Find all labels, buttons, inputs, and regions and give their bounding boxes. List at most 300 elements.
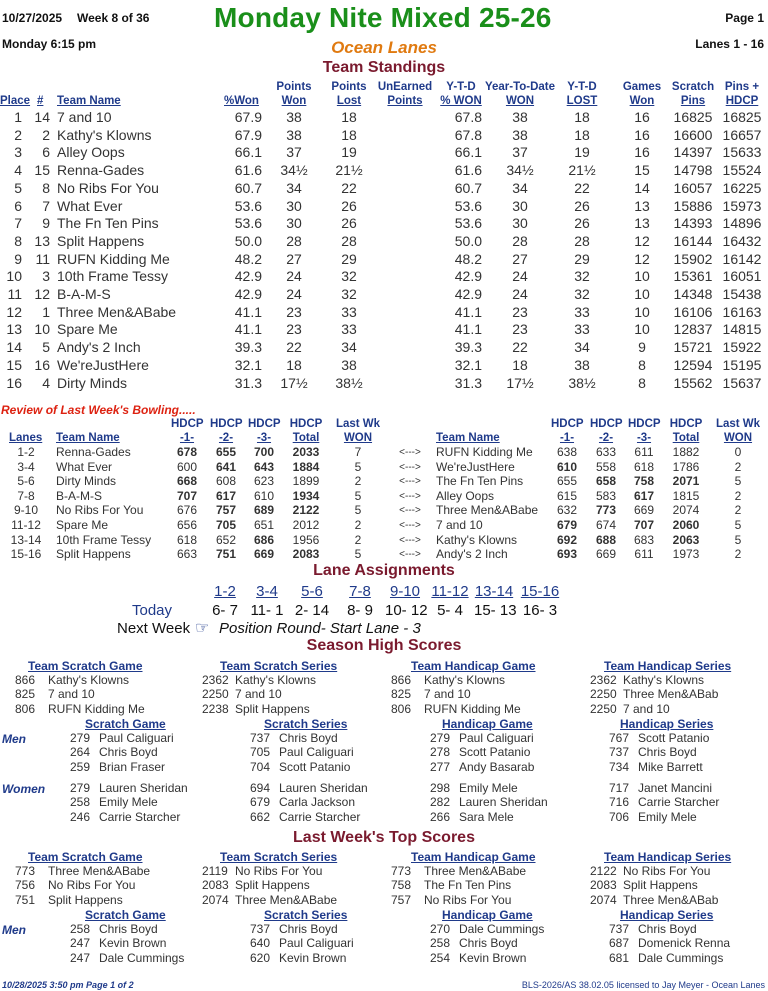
standings-row [0, 357, 768, 375]
team-a-game-3: 610 [253, 488, 275, 503]
vs-arrow: <---> [399, 534, 421, 546]
team-high-heading: Team Scratch Series [220, 850, 338, 864]
scratch-pins: 16144 [673, 232, 713, 249]
team-high-name: 7 and 10 [48, 687, 95, 702]
scratch-pins: 12837 [673, 321, 713, 338]
team-name: No Ribs For You [57, 179, 159, 196]
vs-arrow: <---> [399, 549, 421, 561]
ytd-pct: 50.0 [454, 232, 482, 249]
team-b-game-1: 679 [556, 518, 578, 532]
women-score: 706 [609, 809, 630, 824]
ytd-won: 34 [512, 179, 528, 196]
games-won: 10 [634, 268, 650, 285]
men-name: Domenick Renna [638, 936, 731, 951]
team-high-name: Three Men&ABab [623, 892, 719, 907]
team-b-name: Kathy's Klowns [436, 532, 517, 547]
team-a-won: 5 [354, 459, 362, 474]
team-b-name: RUFN Kidding Me [436, 445, 533, 459]
team-name: Alley Oops [57, 144, 125, 161]
team-number: 11 [35, 250, 50, 267]
scratch-pins: 15721 [673, 339, 713, 356]
rev-col-btotal: Total [672, 432, 700, 444]
lane-today-match: 15- 13 [474, 602, 517, 619]
men-name: Andy Basarab [459, 759, 535, 774]
rev-col-bwon: WON [723, 432, 753, 444]
team-a-game-3: 686 [253, 532, 275, 547]
lane-today-match: 6- 7 [212, 602, 238, 619]
women-score: 679 [250, 795, 271, 810]
women-score: 662 [250, 809, 271, 824]
team-name: 7 and 10 [57, 109, 112, 125]
men-name: Chris Boyd [459, 936, 518, 951]
team-b-name: Alley Oops [436, 488, 495, 503]
points-won: 34 [286, 179, 302, 196]
place: 7 [14, 215, 22, 232]
women-score: 717 [609, 781, 630, 795]
rev-col-h1: HDCP [171, 418, 204, 430]
women-name: Lauren Sheridan [99, 781, 188, 795]
team-name: Renna-Gades [57, 162, 145, 179]
team-name: Andy's 2 Inch [57, 339, 141, 356]
women-name: Janet Mancini [638, 781, 713, 795]
team-high-name: Kathy's Klowns [623, 673, 704, 687]
vs-arrow: <---> [399, 476, 421, 488]
standings-row [0, 180, 768, 198]
men-name: Dale Cummings [459, 922, 545, 936]
lane-pair-header: 5-6 [301, 583, 323, 600]
lane-assign-title: Lane Assignments [313, 562, 455, 579]
team-high-score: 758 [391, 878, 412, 893]
ytd-won: 17½ [506, 374, 534, 391]
scratch-pins: 16600 [673, 126, 713, 143]
col-ytdlost-1: Y-T-D [567, 81, 597, 93]
ytd-pct: 61.6 [454, 162, 482, 179]
ytd-lost: 32 [574, 268, 590, 285]
men-score: 258 [70, 922, 91, 936]
team-b-game-1: 638 [556, 445, 578, 459]
points-won: 18 [286, 356, 302, 373]
team-b-total: 2074 [672, 503, 700, 518]
points-lost: 34 [341, 339, 357, 356]
team-high-score: 756 [15, 878, 36, 893]
col-hdcp-2: HDCP [725, 95, 759, 107]
team-high-score: 825 [15, 687, 36, 702]
pins-hdcp: 16657 [722, 126, 762, 143]
team-high-heading: Team Handicap Series [604, 850, 732, 864]
team-b-won: 2 [734, 547, 742, 562]
team-number: 15 [34, 162, 50, 179]
men-score: 681 [609, 950, 630, 965]
place: 5 [14, 179, 22, 196]
col-ytdpct-2: % WON [440, 95, 482, 107]
ytd-lost: 34 [574, 339, 590, 356]
lane-pair-header: 3-4 [256, 583, 278, 600]
place: 10 [6, 268, 22, 285]
col-place: Place [0, 95, 31, 107]
team-a-game-3: 669 [253, 547, 275, 562]
team-a-game-3: 643 [253, 459, 275, 474]
team-b-game-1: 655 [556, 474, 578, 489]
games-won: 8 [638, 356, 646, 373]
team-high-name: Kathy's Klowns [48, 673, 129, 687]
games-won: 9 [638, 339, 646, 356]
team-high-score: 825 [391, 687, 412, 702]
pct-won: 39.3 [234, 339, 262, 356]
points-won: 30 [286, 215, 302, 232]
ytd-pct: 48.2 [454, 250, 482, 267]
scratch-pins: 14393 [673, 215, 713, 232]
points-won: 17½ [280, 374, 308, 391]
team-b-name: The Fn Ten Pins [436, 474, 524, 489]
points-lost: 29 [341, 250, 357, 267]
vs-arrow: <---> [399, 447, 421, 458]
rev-col-total: Total [292, 432, 320, 444]
lanes: 15-16 [10, 547, 42, 562]
men-name: Chris Boyd [279, 731, 338, 745]
team-high-name: Three Men&ABabe [235, 892, 338, 907]
ytd-won: 37 [512, 144, 528, 161]
points-won: 24 [286, 268, 302, 285]
team-high-score: 806 [391, 701, 412, 716]
points-won: 38 [286, 126, 302, 143]
pins-hdcp: 16825 [722, 109, 762, 125]
pins-hdcp: 16225 [722, 179, 762, 196]
team-high-name: Split Happens [235, 878, 310, 893]
pct-won: 61.6 [234, 162, 262, 179]
team-b-game-2: 583 [595, 488, 617, 503]
rev-col-team-a: Team Name [56, 432, 120, 444]
points-won: 38 [286, 109, 302, 125]
rev-col-h4: HDCP [289, 418, 323, 430]
team-a-won: 2 [354, 518, 362, 532]
ytd-pct: 31.3 [454, 374, 482, 391]
place: 13 [6, 321, 22, 338]
team-number: 9 [42, 215, 50, 232]
team-b-game-3: 758 [633, 474, 655, 489]
scratch-pins: 15886 [673, 197, 713, 214]
team-number: 2 [42, 126, 50, 143]
women-name: Emily Mele [459, 781, 518, 795]
team-a-game-1: 618 [176, 532, 198, 547]
team-a-name: Split Happens [56, 547, 131, 562]
scratch-pins: 15562 [673, 374, 713, 391]
review-row [0, 533, 768, 548]
team-b-won: 5 [734, 532, 742, 547]
ytd-won: 18 [512, 356, 528, 373]
pct-won: 41.1 [234, 303, 262, 320]
team-b-total: 2071 [672, 474, 700, 489]
standings-row [0, 233, 768, 251]
team-number: 3 [42, 268, 50, 285]
scratch-pins: 15361 [673, 268, 713, 285]
team-high-score: 773 [15, 864, 36, 878]
team-a-name: No Ribs For You [56, 503, 144, 518]
scratch-pins: 14798 [673, 162, 713, 179]
pct-won: 53.6 [234, 215, 262, 232]
pins-hdcp: 15922 [722, 339, 762, 356]
ytd-lost: 38½ [568, 374, 596, 391]
place: 3 [14, 144, 22, 161]
ytd-pct: 53.6 [454, 197, 482, 214]
pct-won: 60.7 [234, 179, 262, 196]
vs-arrow: <---> [399, 461, 421, 473]
team-number: 16 [34, 356, 50, 373]
col-games-2: Won [629, 95, 655, 107]
individual-heading: Handicap Series [620, 908, 714, 922]
team-number: 13 [34, 232, 50, 249]
team-b-game-3: 611 [634, 445, 654, 459]
men-name: Paul Caliguari [279, 745, 354, 760]
place: 11 [7, 286, 22, 302]
pct-won: 50.0 [234, 232, 262, 249]
pct-won: 67.9 [234, 109, 262, 125]
rev-col-h2: HDCP [210, 418, 243, 430]
ytd-lost: 21½ [568, 162, 596, 179]
team-high-name: Three Men&ABabe [424, 864, 527, 878]
men-label: Men [2, 923, 26, 937]
col-pct: %Won [224, 95, 259, 107]
rev-col-lanes: Lanes [9, 432, 43, 444]
rev-col-g1: -1- [179, 432, 195, 444]
points-won: 30 [286, 197, 302, 214]
team-high-score: 2083 [202, 878, 229, 893]
ytd-pct: 42.9 [454, 268, 482, 285]
season-high-title: Season High Scores [306, 637, 462, 654]
points-lost: 33 [341, 303, 357, 320]
team-high-heading: Team Handicap Series [604, 659, 732, 673]
team-high-score: 757 [391, 892, 412, 907]
women-score: 716 [609, 795, 630, 810]
men-score: 254 [430, 950, 451, 965]
team-a-game-3: 689 [253, 503, 275, 518]
pct-won: 32.1 [234, 356, 262, 373]
men-name: Chris Boyd [638, 745, 697, 760]
team-number: 10 [34, 321, 50, 338]
team-a-total: 1884 [292, 459, 320, 474]
men-score: 640 [250, 936, 271, 951]
team-high-score: 2238 [202, 701, 229, 716]
lane-pair-header: 15-16 [520, 583, 560, 600]
standings-row [0, 286, 768, 304]
team-b-won: 0 [734, 445, 742, 459]
pct-won: 42.9 [234, 268, 262, 285]
scratch-pins: 14397 [673, 144, 713, 161]
team-a-game-1: 656 [176, 518, 198, 532]
team-name: What Ever [57, 197, 123, 214]
team-high-name: RUFN Kidding Me [48, 701, 145, 716]
rev-col-g3: -3- [256, 432, 272, 444]
ytd-lost: 18 [574, 126, 590, 143]
women-name: Emily Mele [99, 795, 158, 810]
ytd-pct: 67.8 [454, 126, 482, 143]
men-name: Scott Patanio [459, 745, 531, 760]
points-won: 23 [286, 303, 302, 320]
page-label: Page 1 [725, 11, 764, 25]
team-b-game-3: 618 [633, 459, 655, 474]
rev-col-bh2: HDCP [590, 418, 623, 430]
team-high-heading: Team Handicap Game [411, 659, 536, 673]
ytd-lost: 32 [574, 286, 590, 302]
women-score: 258 [70, 795, 91, 810]
team-b-game-3: 611 [634, 547, 654, 562]
pct-won: 42.9 [234, 286, 262, 302]
team-b-won: 2 [734, 459, 742, 474]
team-b-won: 2 [734, 488, 742, 503]
men-name: Kevin Brown [99, 936, 167, 951]
ytd-lost: 26 [574, 215, 590, 232]
lane-pair-header: 9-10 [389, 583, 421, 600]
ytd-pct: 32.1 [454, 356, 482, 373]
next-week-text: Position Round- Start Lane - 3 [219, 620, 421, 637]
men-score: 737 [250, 731, 271, 745]
team-b-total: 1815 [672, 488, 700, 503]
team-b-game-1: 693 [556, 547, 578, 562]
place: 6 [14, 197, 22, 214]
team-high-score: 2083 [590, 878, 617, 893]
individual-heading: Scratch Series [264, 908, 348, 922]
place: 2 [14, 126, 22, 143]
ytd-won: 38 [512, 109, 528, 125]
standings-title: Team Standings [322, 59, 446, 76]
points-won: 23 [286, 321, 302, 338]
pins-hdcp: 14815 [722, 321, 762, 338]
women-score: 279 [70, 781, 91, 795]
lanes: 13-14 [10, 532, 42, 547]
place: 8 [14, 232, 22, 249]
team-high-score: 773 [391, 864, 412, 878]
games-won: 10 [634, 321, 650, 338]
team-high-name: Kathy's Klowns [235, 673, 316, 687]
team-a-total: 1899 [292, 474, 320, 489]
ytd-lost: 29 [574, 250, 590, 267]
team-a-game-3: 623 [253, 474, 275, 489]
scratch-pins: 15902 [673, 250, 713, 267]
team-high-heading: Team Scratch Game [28, 850, 143, 864]
women-name: Emily Mele [638, 809, 697, 824]
ytd-lost: 18 [574, 109, 590, 125]
vs-arrow: <---> [399, 505, 421, 517]
team-a-game-1: 668 [176, 474, 198, 489]
team-b-game-1: 615 [556, 488, 578, 503]
rev-col-lastwk: Last Wk [335, 418, 381, 430]
team-a-total: 2083 [292, 547, 320, 562]
team-high-score: 2074 [590, 892, 617, 907]
place: 14 [6, 339, 22, 356]
footer-license: BLS-2026/AS 38.02.05 licensed to Jay Meyer - Ocean Lanes [521, 980, 765, 990]
team-b-name: Three Men&ABabe [436, 503, 539, 518]
col-won-2: Won [281, 95, 307, 107]
team-b-game-2: 658 [595, 474, 617, 489]
team-high-score: 2250 [590, 687, 617, 702]
ytd-won: 30 [512, 215, 528, 232]
individual-heading: Handicap Game [442, 908, 533, 922]
team-a-name: What Ever [56, 459, 113, 474]
team-name: B-A-M-S [57, 286, 111, 302]
points-lost: 26 [341, 215, 357, 232]
lanes: 1-2 [17, 445, 35, 459]
ytd-pct: 67.8 [454, 109, 482, 125]
games-won: 10 [634, 286, 650, 302]
team-high-name: Split Happens [235, 701, 310, 716]
ytd-won: 28 [512, 232, 528, 249]
team-b-game-1: 692 [556, 532, 578, 547]
review-title: Review of Last Week's Bowling..... [1, 403, 196, 417]
ytd-lost: 26 [574, 197, 590, 214]
lane-today-match: 16- 3 [522, 602, 558, 619]
pointing-hand-icon: ☞ [195, 620, 210, 637]
men-score: 704 [250, 759, 271, 774]
team-high-score: 751 [15, 892, 36, 907]
men-name: Dale Cummings [99, 950, 185, 965]
pins-hdcp: 15973 [722, 197, 762, 214]
games-won: 16 [634, 144, 650, 161]
team-a-name: Renna-Gades [56, 445, 131, 459]
men-name: Chris Boyd [99, 745, 158, 760]
lane-today-match: 2- 14 [294, 602, 330, 619]
women-name: Carrie Starcher [99, 809, 181, 824]
col-scratch-2: Pins [680, 95, 706, 107]
team-a-game-2: 757 [215, 503, 237, 518]
lane-pair-header: 1-2 [214, 583, 236, 600]
team-b-total: 2063 [672, 532, 700, 547]
men-name: Brian Fraser [99, 759, 166, 774]
team-number: 4 [42, 374, 50, 391]
team-high-name: Three Men&ABab [623, 687, 719, 702]
points-lost: 33 [341, 321, 357, 338]
standings-row [0, 304, 768, 322]
ytd-lost: 19 [574, 144, 590, 161]
team-a-name: 10th Frame Tessy [56, 532, 152, 547]
team-high-name: 7 and 10 [623, 701, 670, 716]
day-time: Monday 6:15 pm [2, 37, 97, 51]
women-name: Lauren Sheridan [279, 781, 368, 795]
team-a-game-2: 705 [215, 518, 237, 532]
ytd-pct: 41.1 [454, 303, 482, 320]
men-score: 279 [70, 731, 91, 745]
team-a-game-2: 608 [215, 474, 237, 489]
place: 12 [6, 303, 22, 320]
points-lost: 18 [341, 109, 357, 125]
team-b-game-2: 558 [595, 459, 617, 474]
team-b-game-1: 632 [556, 503, 578, 518]
scratch-pins: 14348 [673, 286, 713, 302]
team-a-name: Dirty Minds [56, 474, 117, 489]
ytd-lost: 33 [574, 303, 590, 320]
lanes: 9-10 [13, 503, 39, 518]
team-number: 5 [42, 339, 50, 356]
men-score: 767 [609, 731, 630, 745]
men-score: 737 [609, 745, 630, 760]
team-a-won: 5 [354, 547, 362, 562]
col-team: Team Name [57, 95, 121, 107]
men-name: Scott Patanio [638, 731, 710, 745]
men-name: Kevin Brown [279, 950, 347, 965]
games-won: 12 [634, 250, 650, 267]
ytd-pct: 41.1 [454, 321, 482, 338]
women-score: 246 [70, 809, 91, 824]
pct-won: 66.1 [234, 144, 262, 161]
team-b-game-1: 610 [556, 459, 578, 474]
team-name: Dirty Minds [57, 374, 128, 391]
col-scratch-1: Scratch [671, 81, 715, 93]
men-name: Kevin Brown [459, 950, 527, 965]
individual-heading: Handicap Series [620, 717, 714, 731]
standings-row [0, 339, 768, 357]
points-won: 28 [286, 232, 302, 249]
team-a-game-2: 655 [215, 445, 237, 459]
team-name: Spare Me [57, 321, 118, 338]
team-high-name: Three Men&ABabe [48, 864, 151, 878]
